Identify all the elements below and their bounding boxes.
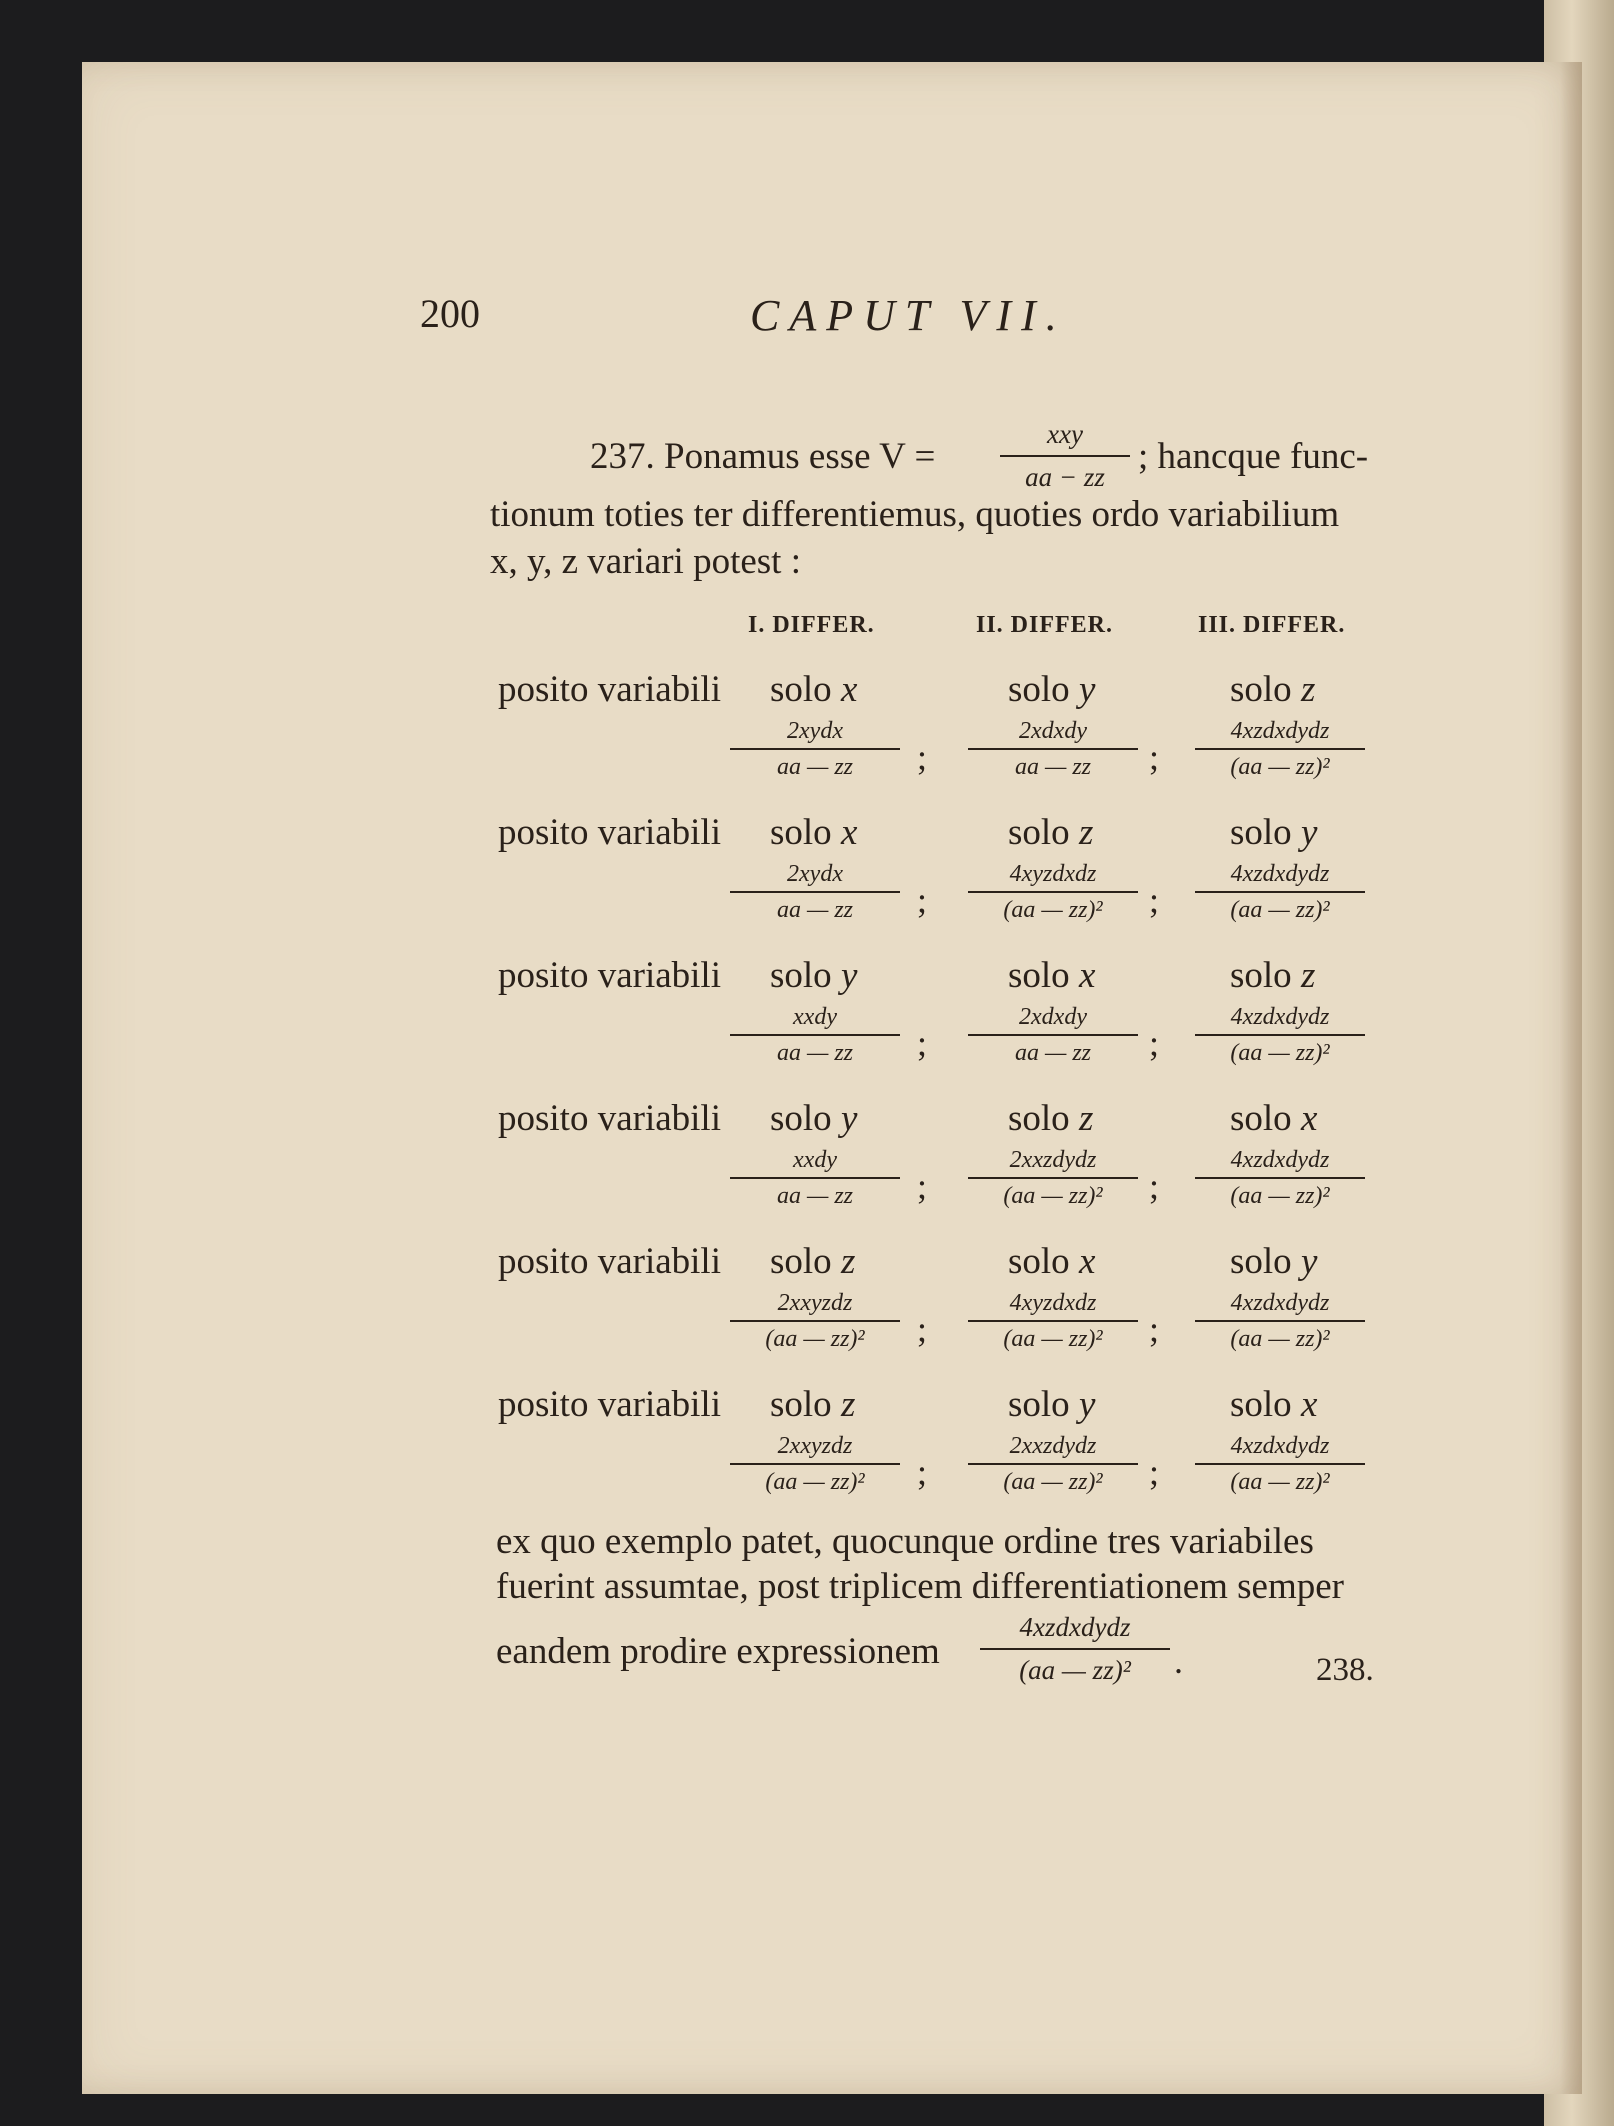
variable-name: y [1300, 1241, 1318, 1282]
fraction-bar [730, 748, 900, 750]
semicolon-separator: ; [917, 1309, 928, 1349]
variable-name: x [1300, 1098, 1318, 1139]
conclusion-line-2: fuerint assumtae, post triplicem differentiationem semper [496, 1566, 1345, 1607]
fraction-denominator: (aa — zz)² [1003, 897, 1103, 923]
solo-variable [770, 668, 857, 711]
variable-name: y [1078, 1384, 1096, 1425]
solo-variable [770, 1240, 855, 1283]
differential-fraction [968, 1002, 1138, 1068]
intro-line-2: tionum toties ter differentiemus, quoties ordo variabilium [490, 494, 1340, 535]
differential-fraction [1195, 1431, 1365, 1497]
conclusion-period: . [1174, 1641, 1183, 1681]
solo-word: solo [770, 1098, 832, 1139]
fraction-numerator: 4xzdxdydz [1230, 1004, 1330, 1030]
fraction-bar [730, 891, 900, 893]
fraction-numerator: 2xxyzdz [777, 1290, 853, 1316]
fraction-numerator: 2xydx [787, 718, 843, 744]
solo-variable [1230, 811, 1317, 854]
column-header-third-differential: III. DIFFER. [1198, 612, 1346, 638]
solo-variable [1008, 1240, 1095, 1283]
fraction-denominator: aa — zz [776, 1183, 854, 1209]
fraction-bar [730, 1034, 900, 1036]
fraction-denominator: aa — zz [776, 1040, 854, 1066]
fraction-numerator: xxdy [793, 1147, 837, 1173]
fraction-numerator: 2xxzdydz [1009, 1147, 1097, 1173]
fraction-denominator: (aa — zz)² [1003, 1326, 1103, 1352]
fraction-denominator: (aa — zz)² [1003, 1469, 1103, 1495]
solo-variable [1008, 954, 1095, 997]
fraction-bar [1195, 891, 1365, 893]
conclusion-formula [980, 1608, 1170, 1688]
solo-variable [770, 811, 857, 854]
semicolon-separator: ; [917, 1023, 928, 1063]
differential-fraction [1195, 1288, 1365, 1354]
fraction-bar [1195, 1463, 1365, 1465]
fraction-bar [730, 1320, 900, 1322]
differential-fraction [1195, 1145, 1365, 1211]
fraction-denominator: aa — zz [1014, 754, 1092, 780]
solo-word: solo [1008, 669, 1070, 710]
semicolon-separator: ; [1149, 1023, 1160, 1063]
page-edge-shadow [1560, 62, 1582, 2094]
solo-variable [770, 1097, 857, 1140]
row-label: posito variabili [498, 1384, 721, 1425]
column-header-second-differential: II. DIFFER. [976, 612, 1114, 638]
running-title: CAPUT VII. [750, 291, 1067, 340]
fraction-denominator: (aa — zz)² [1230, 1326, 1330, 1352]
variable-name: x [840, 669, 858, 710]
solo-variable [1230, 1383, 1317, 1426]
differential-fraction [730, 1431, 900, 1497]
variable-name: z [840, 1384, 856, 1425]
variable-name: z [840, 1241, 856, 1282]
fraction-numerator: 4xyzdxdz [1009, 861, 1097, 887]
intro-line-1-lead: 237. Ponamus esse V = [590, 436, 936, 477]
fraction-bar [980, 1648, 1170, 1650]
solo-word: solo [770, 1384, 832, 1425]
intro-line-1-tail: ; hancque func- [1138, 436, 1369, 477]
differential-fraction [1195, 859, 1365, 925]
semicolon-separator: ; [917, 1452, 928, 1492]
fraction-bar [1195, 748, 1365, 750]
differential-fraction [968, 716, 1138, 782]
fraction-bar [968, 891, 1138, 893]
fraction-denominator: (aa — zz)² [765, 1469, 865, 1495]
differential-fraction [1195, 716, 1365, 782]
variable-name: y [840, 955, 858, 996]
variable-name: y [1078, 669, 1096, 710]
variable-name: x [1078, 955, 1096, 996]
fraction-denominator: (aa — zz)² [1003, 1183, 1103, 1209]
fraction-numerator: 2xxyzdz [777, 1433, 853, 1459]
row-label: posito variabili [498, 812, 721, 853]
solo-variable [1230, 1097, 1317, 1140]
fraction-numerator: 4xzdxdydz [1230, 861, 1330, 887]
solo-word: solo [1230, 955, 1292, 996]
variable-name: z [1300, 955, 1316, 996]
conclusion-formula-denominator: (aa — zz)² [1019, 1655, 1131, 1685]
fraction-denominator: (aa — zz)² [1230, 1469, 1330, 1495]
variable-name: x [1300, 1384, 1318, 1425]
fraction-numerator: 4xzdxdydz [1230, 1147, 1330, 1173]
variable-name: x [1078, 1241, 1096, 1282]
variable-name: z [1300, 669, 1316, 710]
solo-word: solo [770, 955, 832, 996]
differential-fraction [730, 1288, 900, 1354]
solo-word: solo [1008, 1241, 1070, 1282]
differential-fraction [968, 1145, 1138, 1211]
fraction-bar [730, 1463, 900, 1465]
fraction-bar [968, 1177, 1138, 1179]
differential-fraction [730, 716, 900, 782]
fraction-denominator: aa — zz [1014, 1040, 1092, 1066]
variable-name: y [1300, 812, 1318, 853]
solo-variable [1230, 1240, 1317, 1283]
solo-variable [1008, 668, 1095, 711]
solo-word: solo [1230, 669, 1292, 710]
fraction-bar [1195, 1177, 1365, 1179]
solo-variable [770, 1383, 855, 1426]
solo-word: solo [1230, 1241, 1292, 1282]
page-header [420, 290, 1400, 340]
variable-name: x [840, 812, 858, 853]
fraction-numerator: 2xdxdy [1019, 718, 1087, 744]
next-section-number: 238. [1316, 1652, 1374, 1688]
solo-variable [1008, 1383, 1095, 1426]
intro-formula [1000, 415, 1130, 495]
solo-word: solo [770, 1241, 832, 1282]
differential-fraction [730, 1002, 900, 1068]
column-header-first-differential: I. DIFFER. [748, 612, 875, 638]
fraction-denominator: (aa — zz)² [765, 1326, 865, 1352]
differential-fraction [968, 1431, 1138, 1497]
fraction-bar [968, 1320, 1138, 1322]
solo-variable [1008, 811, 1093, 854]
intro-line-3: x, y, z variari potest : [490, 541, 801, 582]
fraction-bar [968, 748, 1138, 750]
conclusion-formula-numerator: 4xzdxdydz [1019, 1612, 1131, 1642]
page-number: 200 [420, 291, 480, 336]
solo-word: solo [770, 812, 832, 853]
semicolon-separator: ; [1149, 1166, 1160, 1206]
solo-word: solo [770, 669, 832, 710]
solo-word: solo [1008, 955, 1070, 996]
fraction-denominator: (aa — zz)² [1230, 1183, 1330, 1209]
intro-formula-numerator: xxy [1047, 419, 1083, 449]
book-page [82, 62, 1582, 2094]
fraction-denominator: (aa — zz)² [1230, 897, 1330, 923]
differential-fraction [1195, 1002, 1365, 1068]
fraction-bar [730, 1177, 900, 1179]
semicolon-separator: ; [1149, 1452, 1160, 1492]
fraction-numerator: 2xydx [787, 861, 843, 887]
row-label: posito variabili [498, 955, 721, 996]
semicolon-separator: ; [1149, 880, 1160, 920]
fraction-bar [968, 1463, 1138, 1465]
differential-fraction [968, 859, 1138, 925]
differential-fraction [968, 1288, 1138, 1354]
differential-fraction [730, 1145, 900, 1211]
fraction-denominator: aa — zz [776, 754, 854, 780]
variable-name: y [840, 1098, 858, 1139]
conclusion-line-1: ex quo exemplo patet, quocunque ordine tres variabiles [496, 1521, 1314, 1562]
fraction-denominator: aa — zz [776, 897, 854, 923]
solo-word: solo [1008, 1384, 1070, 1425]
intro-formula-denominator: aa − zz [1025, 462, 1105, 492]
solo-word: solo [1008, 812, 1070, 853]
semicolon-separator: ; [917, 1166, 928, 1206]
solo-variable [1230, 954, 1315, 997]
fraction-numerator: 2xdxdy [1019, 1004, 1087, 1030]
row-label: posito variabili [498, 1241, 721, 1282]
fraction-numerator: 4xzdxdydz [1230, 1290, 1330, 1316]
solo-variable [770, 954, 857, 997]
variable-name: z [1078, 812, 1094, 853]
solo-word: solo [1008, 1098, 1070, 1139]
variable-name: z [1078, 1098, 1094, 1139]
fraction-numerator: 4xzdxdydz [1230, 1433, 1330, 1459]
fraction-bar [1000, 455, 1130, 457]
fraction-bar [968, 1034, 1138, 1036]
row-label: posito variabili [498, 1098, 721, 1139]
fraction-numerator: 4xzdxdydz [1230, 718, 1330, 744]
fraction-denominator: (aa — zz)² [1230, 1040, 1330, 1066]
fraction-denominator: (aa — zz)² [1230, 754, 1330, 780]
solo-word: solo [1230, 812, 1292, 853]
solo-word: solo [1230, 1384, 1292, 1425]
semicolon-separator: ; [1149, 737, 1160, 777]
solo-variable [1008, 1097, 1093, 1140]
semicolon-separator: ; [917, 737, 928, 777]
fraction-bar [1195, 1034, 1365, 1036]
fraction-numerator: 2xxzdydz [1009, 1433, 1097, 1459]
fraction-numerator: xxdy [793, 1004, 837, 1030]
semicolon-separator: ; [917, 880, 928, 920]
conclusion-line-3: eandem prodire expressionem [496, 1631, 940, 1672]
fraction-numerator: 4xyzdxdz [1009, 1290, 1097, 1316]
fraction-bar [1195, 1320, 1365, 1322]
solo-variable [1230, 668, 1315, 711]
semicolon-separator: ; [1149, 1309, 1160, 1349]
row-label: posito variabili [498, 669, 721, 710]
differential-fraction [730, 859, 900, 925]
solo-word: solo [1230, 1098, 1292, 1139]
